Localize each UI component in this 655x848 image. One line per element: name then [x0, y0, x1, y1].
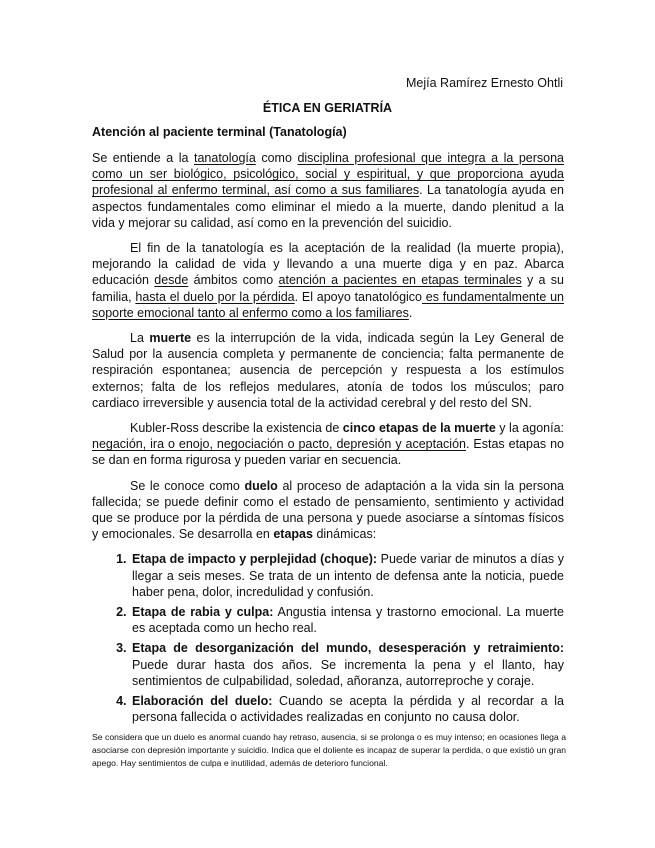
paragraph-grief: Se le conoce como duelo al proceso de adaptación a la vida sin la persona fallecida; se puede definir como el estado de pensamiento, sentimiento y actividad que se produce por la pérdida de una persona y puede asociarse a síntomas físicos y emocionales. Se desarrolla en etapas dinámicas:	[92, 478, 564, 542]
stage-title: Etapa de impacto y perplejidad (choque):	[132, 552, 378, 567]
paragraph-death: La muerte es la interrupción de la vida, indicada según la Ley General de Salud por la ausencia completa y permanente de conciencia; falta permanente de respiración espontanea; ausencia de percepción y respuesta a los estímulos externos; falta de los reflejos medulares, atonía de todos los músculos; paro cardiaco irreversible y ausencia total de la actividad cerebral y del resto del SN.	[92, 331, 564, 410]
list-item	[130, 640, 564, 689]
paragraph-purpose: El fin de la tanatología es la aceptación de la realidad (la muerte propia), mejorando la calidad de vida y llevando a una muerte diga y en paz. Abarca educación desde ámbitos como atención a pacientes en etapas terminales y a su familia, hasta el duelo por la pérdida. El apoyo tanatológico es fundamentalmente un soporte emocional tanto al enfermo como a los familiares.	[92, 241, 564, 320]
paragraph-stages: Kubler-Ross describe la existencia de cinco etapas de la muerte y la agonía: negación, ira o enojo, negociación o pacto, depresión y aceptación. Estas etapas no se dan en forma rigurosa y pueden variar en secuencia.	[92, 421, 564, 468]
document-title: ÉTICA EN GERIATRÍA	[262, 101, 393, 115]
paragraph-definition: Se entiende a la tanatología como disciplina profesional que integra a la persona como un ser biológico, psicológico, social y espiritual, y que proporciona ayuda profesional al enfermo terminal, así como a sus familiares. La tanatología ayuda en aspectos fundamentales como eliminar el miedo a la muerte, dando plenitud a la vida y mejorar su calidad, así como en la prevención del suicidio.	[92, 151, 564, 230]
list-item	[130, 551, 564, 600]
footnote: Se considera que un duelo es anormal cuando hay retraso, ausencia, si se prolonga o es muy intenso; en ocasiones llega a asociarse con depresión importante y suicidio. Indica que el doliente es incapaz de superar la perdida, o que existió un gran apego. Hay sentimientos de culpa e inutilidad, además de deterioro funcional.	[92, 732, 566, 768]
author-name: Mejía Ramírez Ernesto Ohtli	[406, 76, 563, 90]
list-item	[130, 693, 564, 725]
document-body	[92, 150, 564, 730]
bold-term: muerte	[149, 331, 192, 346]
stage-text: Puede durar hasta dos años. Se incrementa la pena y el llanto, hay sentimientos de culpabilidad, soledad, añoranza, autorreproche y coraje.	[132, 657, 564, 688]
stage-title: Etapa de desorganización del mundo, desesperación y retraimiento:	[132, 641, 564, 656]
list-item	[130, 604, 564, 636]
stage-text: Cuando se acepta la pérdida y al recordar a la persona fallecida o actividades realizadas en conjunto no causa dolor.	[132, 694, 564, 725]
stage-text: Angustia intensa y trastorno emocional. La muerte es aceptada como un hecho real.	[132, 605, 564, 636]
underlined-definition: disciplina profesional que integra a la persona como un ser biológico, psicológico, social y espiritual, y que proporciona ayuda profesional al enfermo terminal, así como a sus familiares	[92, 151, 564, 198]
grief-stages-list	[92, 551, 564, 725]
underlined-term: tanatología	[193, 151, 256, 165]
stage-text: Puede variar de minutos a días y llegar a seis meses. Se trata de un intento de defensa ante la noticia, puede haber pena, dolor, incredulidad y confusión.	[132, 552, 564, 599]
stage-title: Etapa de rabia y culpa:	[132, 605, 274, 620]
section-title: Atención al paciente terminal (Tanatología)	[92, 125, 347, 139]
stage-title: Elaboración del duelo:	[132, 694, 273, 709]
